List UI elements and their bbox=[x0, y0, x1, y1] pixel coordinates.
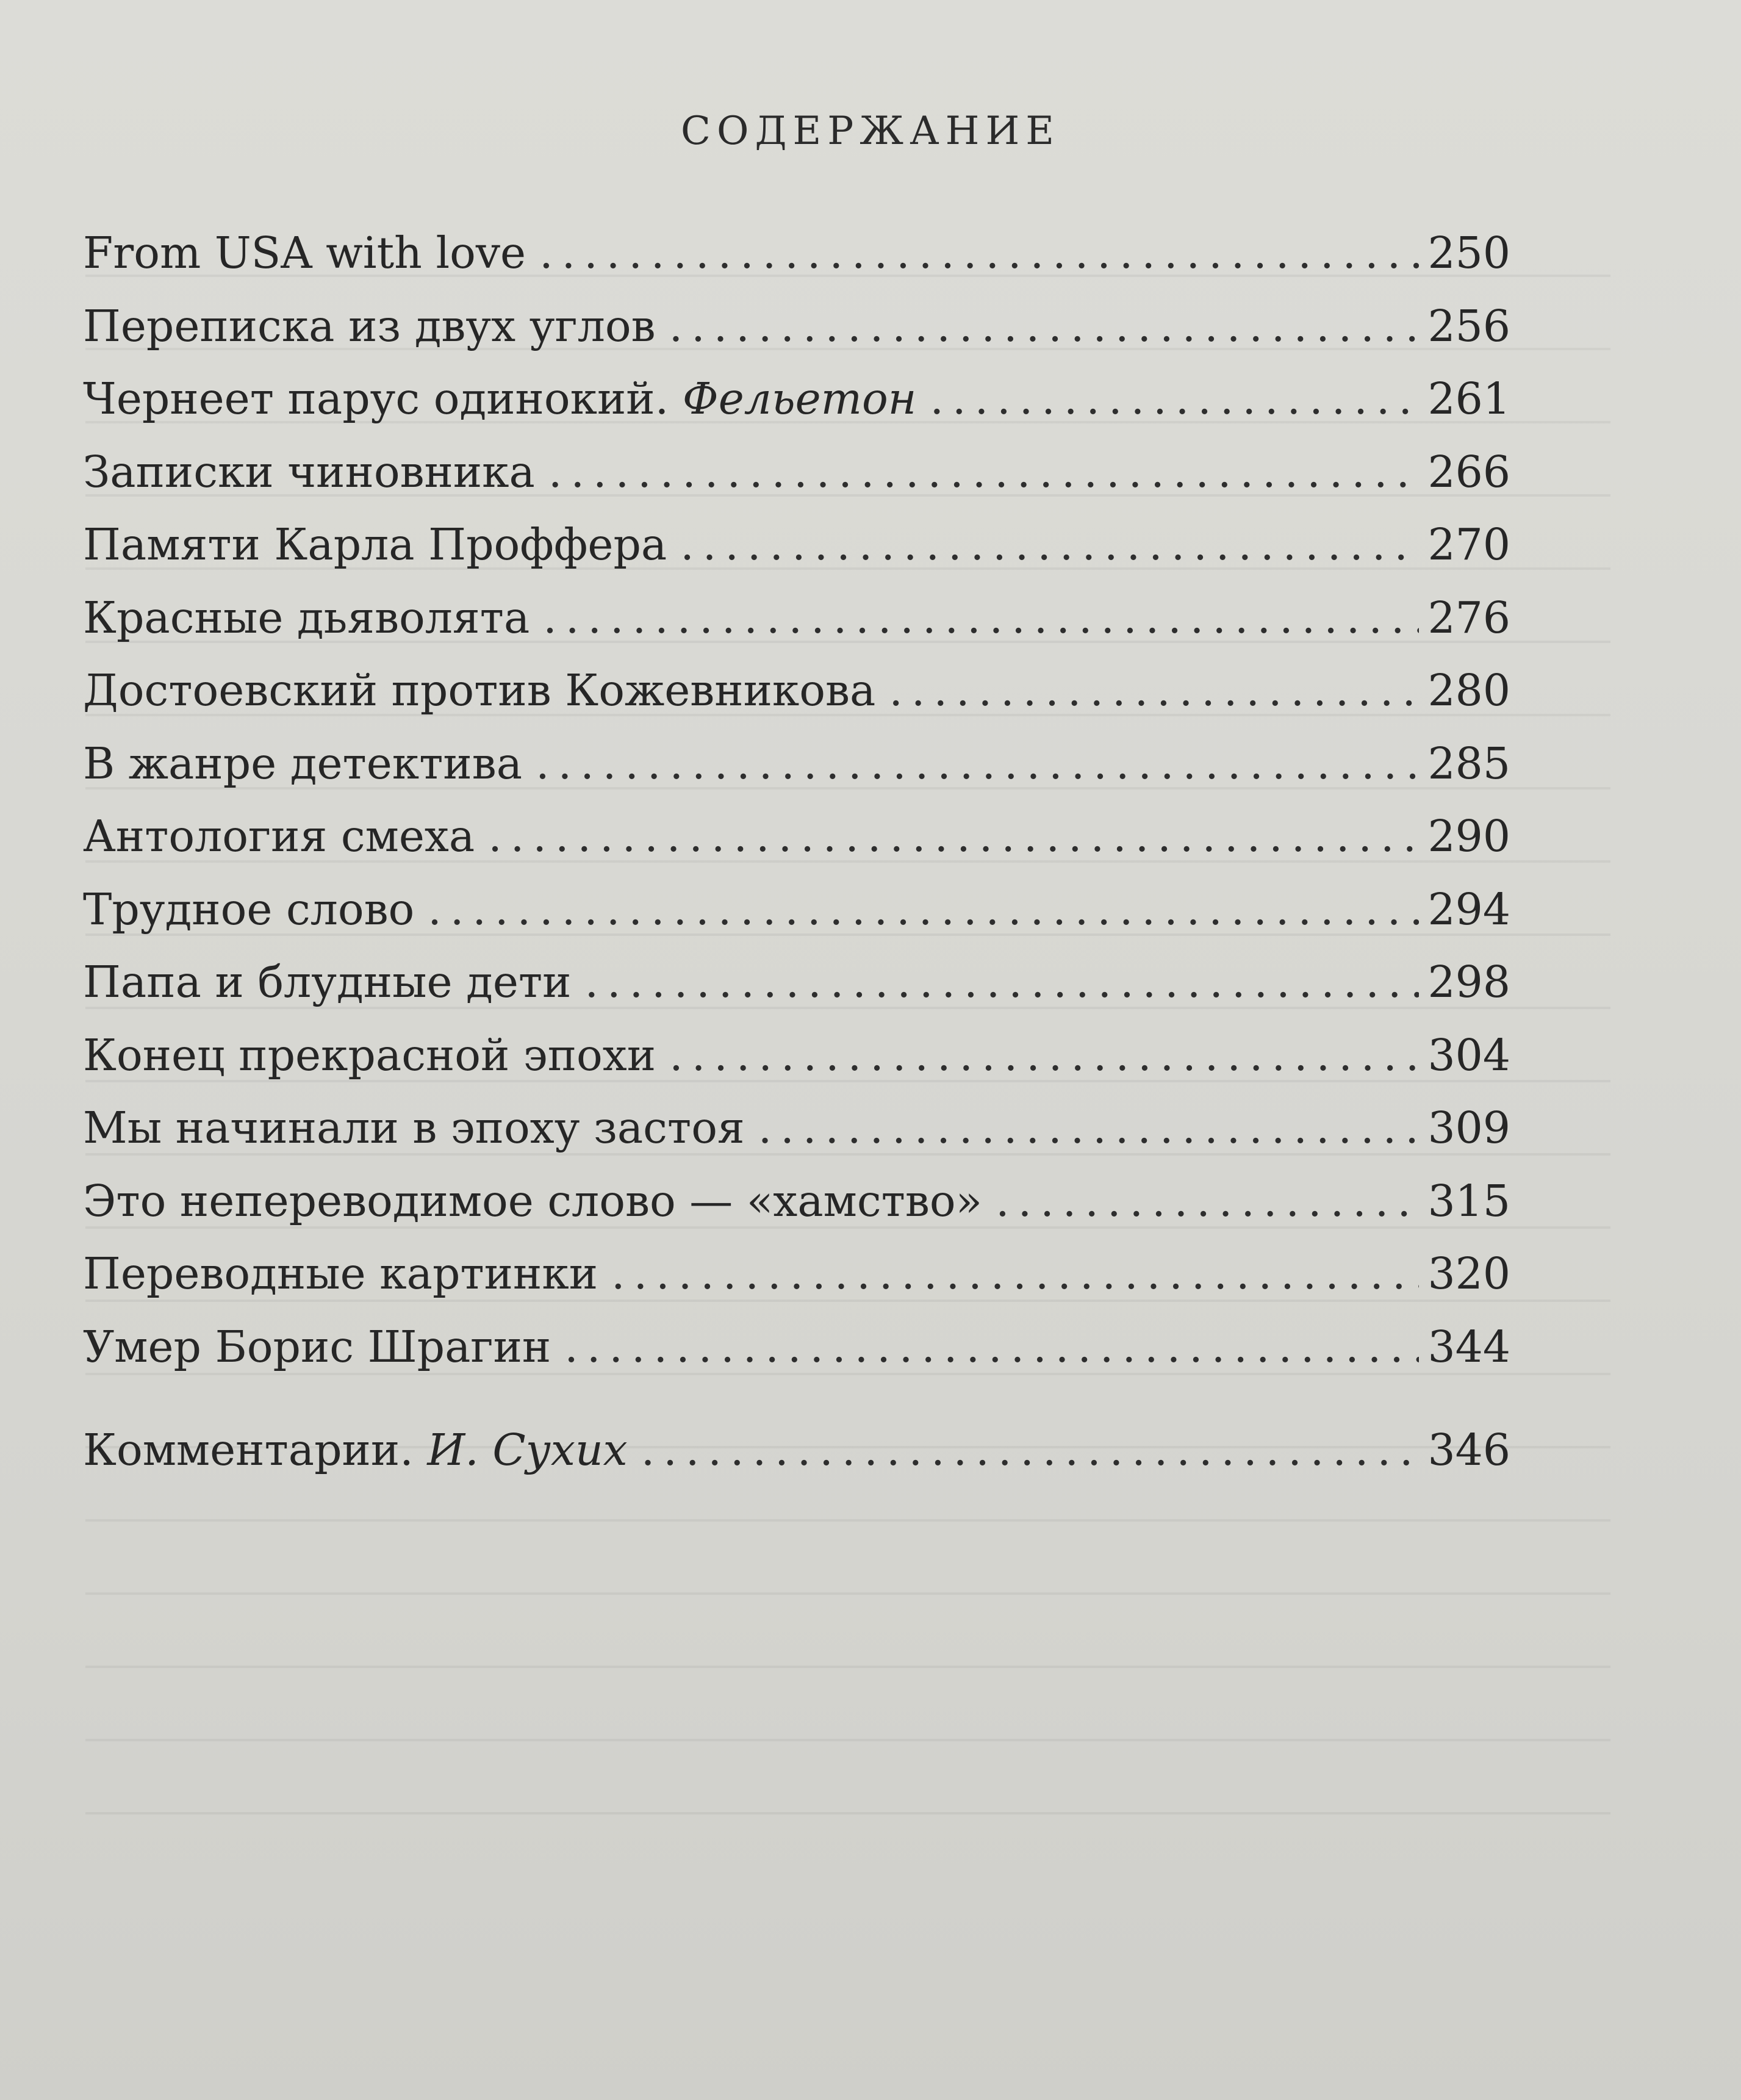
dot-leader bbox=[930, 362, 1419, 436]
toc-entry-title: Конец прекрасной эпохи bbox=[83, 1029, 656, 1081]
toc-entry-title: Красные дьяволята bbox=[83, 592, 530, 643]
toc-entry bbox=[83, 436, 1510, 509]
toc-entry-page: 250 bbox=[1427, 228, 1510, 278]
toc-entry-page: 270 bbox=[1427, 519, 1510, 570]
toc-entry-author-note: И. Сухих bbox=[427, 1425, 628, 1475]
toc-entry-title: Чернеет парус одинокий. Фельетон bbox=[83, 373, 917, 424]
toc-entry-page: 298 bbox=[1427, 957, 1510, 1007]
toc-entry-title: Достоевский против Кожевникова bbox=[83, 665, 876, 716]
toc-entry bbox=[83, 727, 1510, 800]
toc-entry-title: Трудное слово bbox=[83, 883, 415, 935]
toc-entry-page: 280 bbox=[1427, 665, 1510, 716]
toc-entry bbox=[83, 800, 1510, 873]
toc-entry-page: 294 bbox=[1427, 883, 1510, 935]
toc-entry-title: Комментарии. И. Сухих bbox=[83, 1425, 628, 1475]
dot-leader bbox=[548, 436, 1419, 509]
toc-entry bbox=[83, 1311, 1510, 1384]
toc-entry bbox=[83, 654, 1510, 727]
toc-entry-page: 304 bbox=[1427, 1029, 1510, 1081]
toc-entry bbox=[83, 1165, 1510, 1238]
toc-entry-title: Умер Борис Шрагин bbox=[83, 1321, 551, 1372]
toc-entry-title: Записки чиновника bbox=[83, 446, 535, 497]
toc-entry-genre-note: Фельетон bbox=[682, 373, 917, 424]
toc-entry-title: Памяти Карла Проффера bbox=[83, 519, 667, 570]
dot-leader bbox=[584, 946, 1419, 1019]
toc-entry bbox=[83, 362, 1510, 436]
dot-leader bbox=[996, 1165, 1419, 1238]
toc-entry bbox=[83, 217, 1510, 290]
dot-leader bbox=[669, 1019, 1419, 1092]
toc-entry-title: Мы начинали в эпоху застоя bbox=[83, 1102, 745, 1153]
table-of-contents bbox=[83, 217, 1510, 1487]
toc-entry-title: Переводные картинки bbox=[83, 1248, 598, 1299]
toc-entry-title: Переписка из двух углов bbox=[83, 300, 656, 351]
dot-leader bbox=[611, 1237, 1419, 1311]
dot-leader bbox=[758, 1091, 1419, 1165]
toc-entry-page: 315 bbox=[1427, 1175, 1510, 1226]
dot-leader bbox=[428, 873, 1419, 946]
toc-appendix-entry bbox=[83, 1414, 1510, 1487]
toc-entry-page: 285 bbox=[1427, 738, 1510, 789]
toc-entry bbox=[83, 1091, 1510, 1165]
toc-entry-title: Папа и блудные дети bbox=[83, 957, 572, 1007]
toc-entry-page: 320 bbox=[1427, 1248, 1510, 1299]
toc-entry-page: 290 bbox=[1427, 811, 1510, 861]
toc-entry-page: 309 bbox=[1427, 1102, 1510, 1153]
toc-entry bbox=[83, 508, 1510, 581]
toc-entry-page: 261 bbox=[1427, 373, 1510, 424]
dot-leader bbox=[488, 800, 1419, 873]
toc-entry-page: 266 bbox=[1427, 446, 1510, 497]
dot-leader bbox=[641, 1414, 1419, 1487]
toc-entry-page: 256 bbox=[1427, 300, 1510, 351]
toc-entry bbox=[83, 946, 1510, 1019]
toc-entry-title: From USA with love bbox=[83, 228, 526, 278]
toc-entry bbox=[83, 581, 1510, 655]
toc-entry-title: Антология смеха bbox=[83, 811, 475, 861]
toc-entry bbox=[83, 1237, 1510, 1311]
toc-entry bbox=[83, 873, 1510, 946]
toc-entry bbox=[83, 1019, 1510, 1092]
toc-entry-page: 344 bbox=[1427, 1321, 1510, 1372]
dot-leader bbox=[539, 217, 1419, 290]
dot-leader bbox=[564, 1311, 1419, 1384]
page-heading: СОДЕРЖАНИЕ bbox=[681, 109, 1060, 154]
dot-leader bbox=[543, 581, 1419, 655]
toc-entry bbox=[83, 290, 1510, 363]
toc-entry-page: 276 bbox=[1427, 592, 1510, 643]
dot-leader bbox=[680, 508, 1419, 581]
dot-leader bbox=[669, 290, 1419, 363]
dot-leader bbox=[889, 654, 1419, 727]
dot-leader bbox=[536, 727, 1419, 800]
toc-entry-page: 346 bbox=[1427, 1425, 1510, 1475]
toc-entry-title: Это непереводимое слово — «хамство» bbox=[83, 1175, 983, 1226]
toc-entry-title: В жанре детектива bbox=[83, 738, 523, 789]
